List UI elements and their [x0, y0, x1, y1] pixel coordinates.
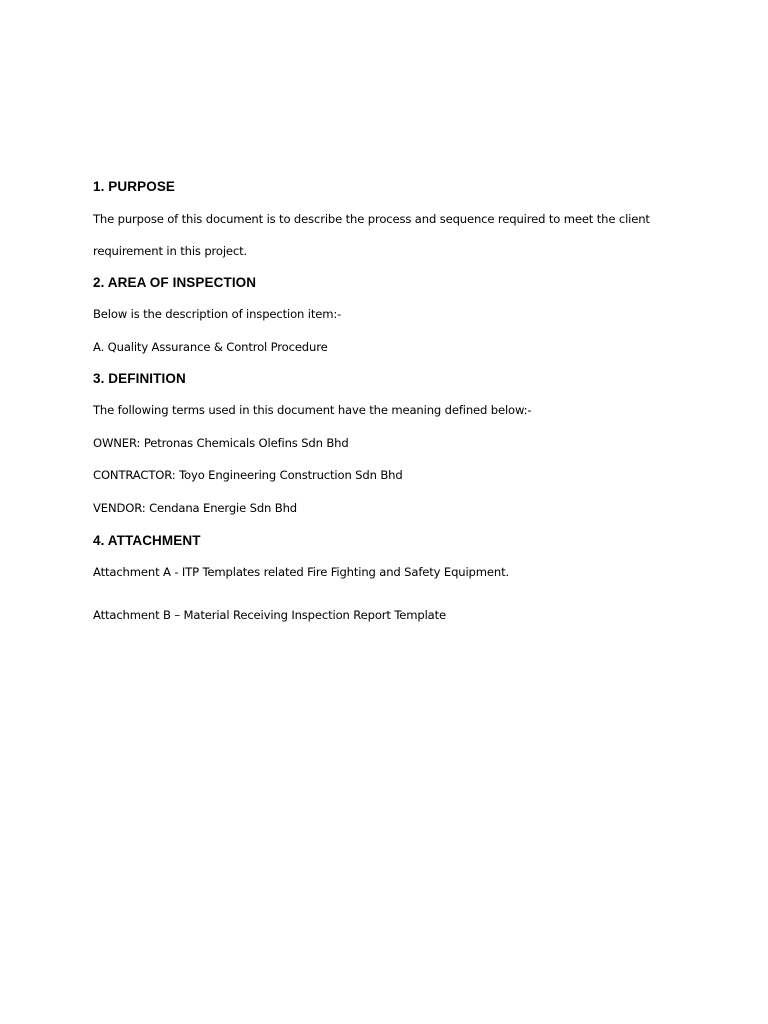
area-of-inspection-heading: 2. AREA OF INSPECTION — [93, 275, 257, 290]
definition-heading: 3. DEFINITION — [93, 371, 186, 386]
purpose-text-line-2: requirement in this project. — [93, 244, 248, 258]
inspection-item-a: A. Quality Assurance & Control Procedure — [93, 340, 328, 354]
attachment-b: Attachment B – Material Receiving Inspection Report Template — [93, 608, 447, 622]
area-of-inspection-intro: Below is the description of inspection item:- — [93, 307, 342, 321]
definition-vendor: VENDOR: Cendana Energie Sdn Bhd — [93, 501, 297, 515]
attachment-heading: 4. ATTACHMENT — [93, 533, 201, 548]
definition-owner: OWNER: Petronas Chemicals Olefins Sdn Bhd — [93, 436, 349, 450]
attachment-a: Attachment A - ITP Templates related Fire Fighting and Safety Equipment. — [93, 565, 510, 579]
purpose-text-line-1: The purpose of this document is to describe the process and sequence required to meet the client — [93, 212, 650, 226]
definition-intro: The following terms used in this document have the meaning defined below:- — [93, 403, 532, 417]
purpose-heading: 1. PURPOSE — [93, 179, 176, 194]
definition-contractor: CONTRACTOR: Toyo Engineering Construction Sdn Bhd — [93, 468, 403, 482]
